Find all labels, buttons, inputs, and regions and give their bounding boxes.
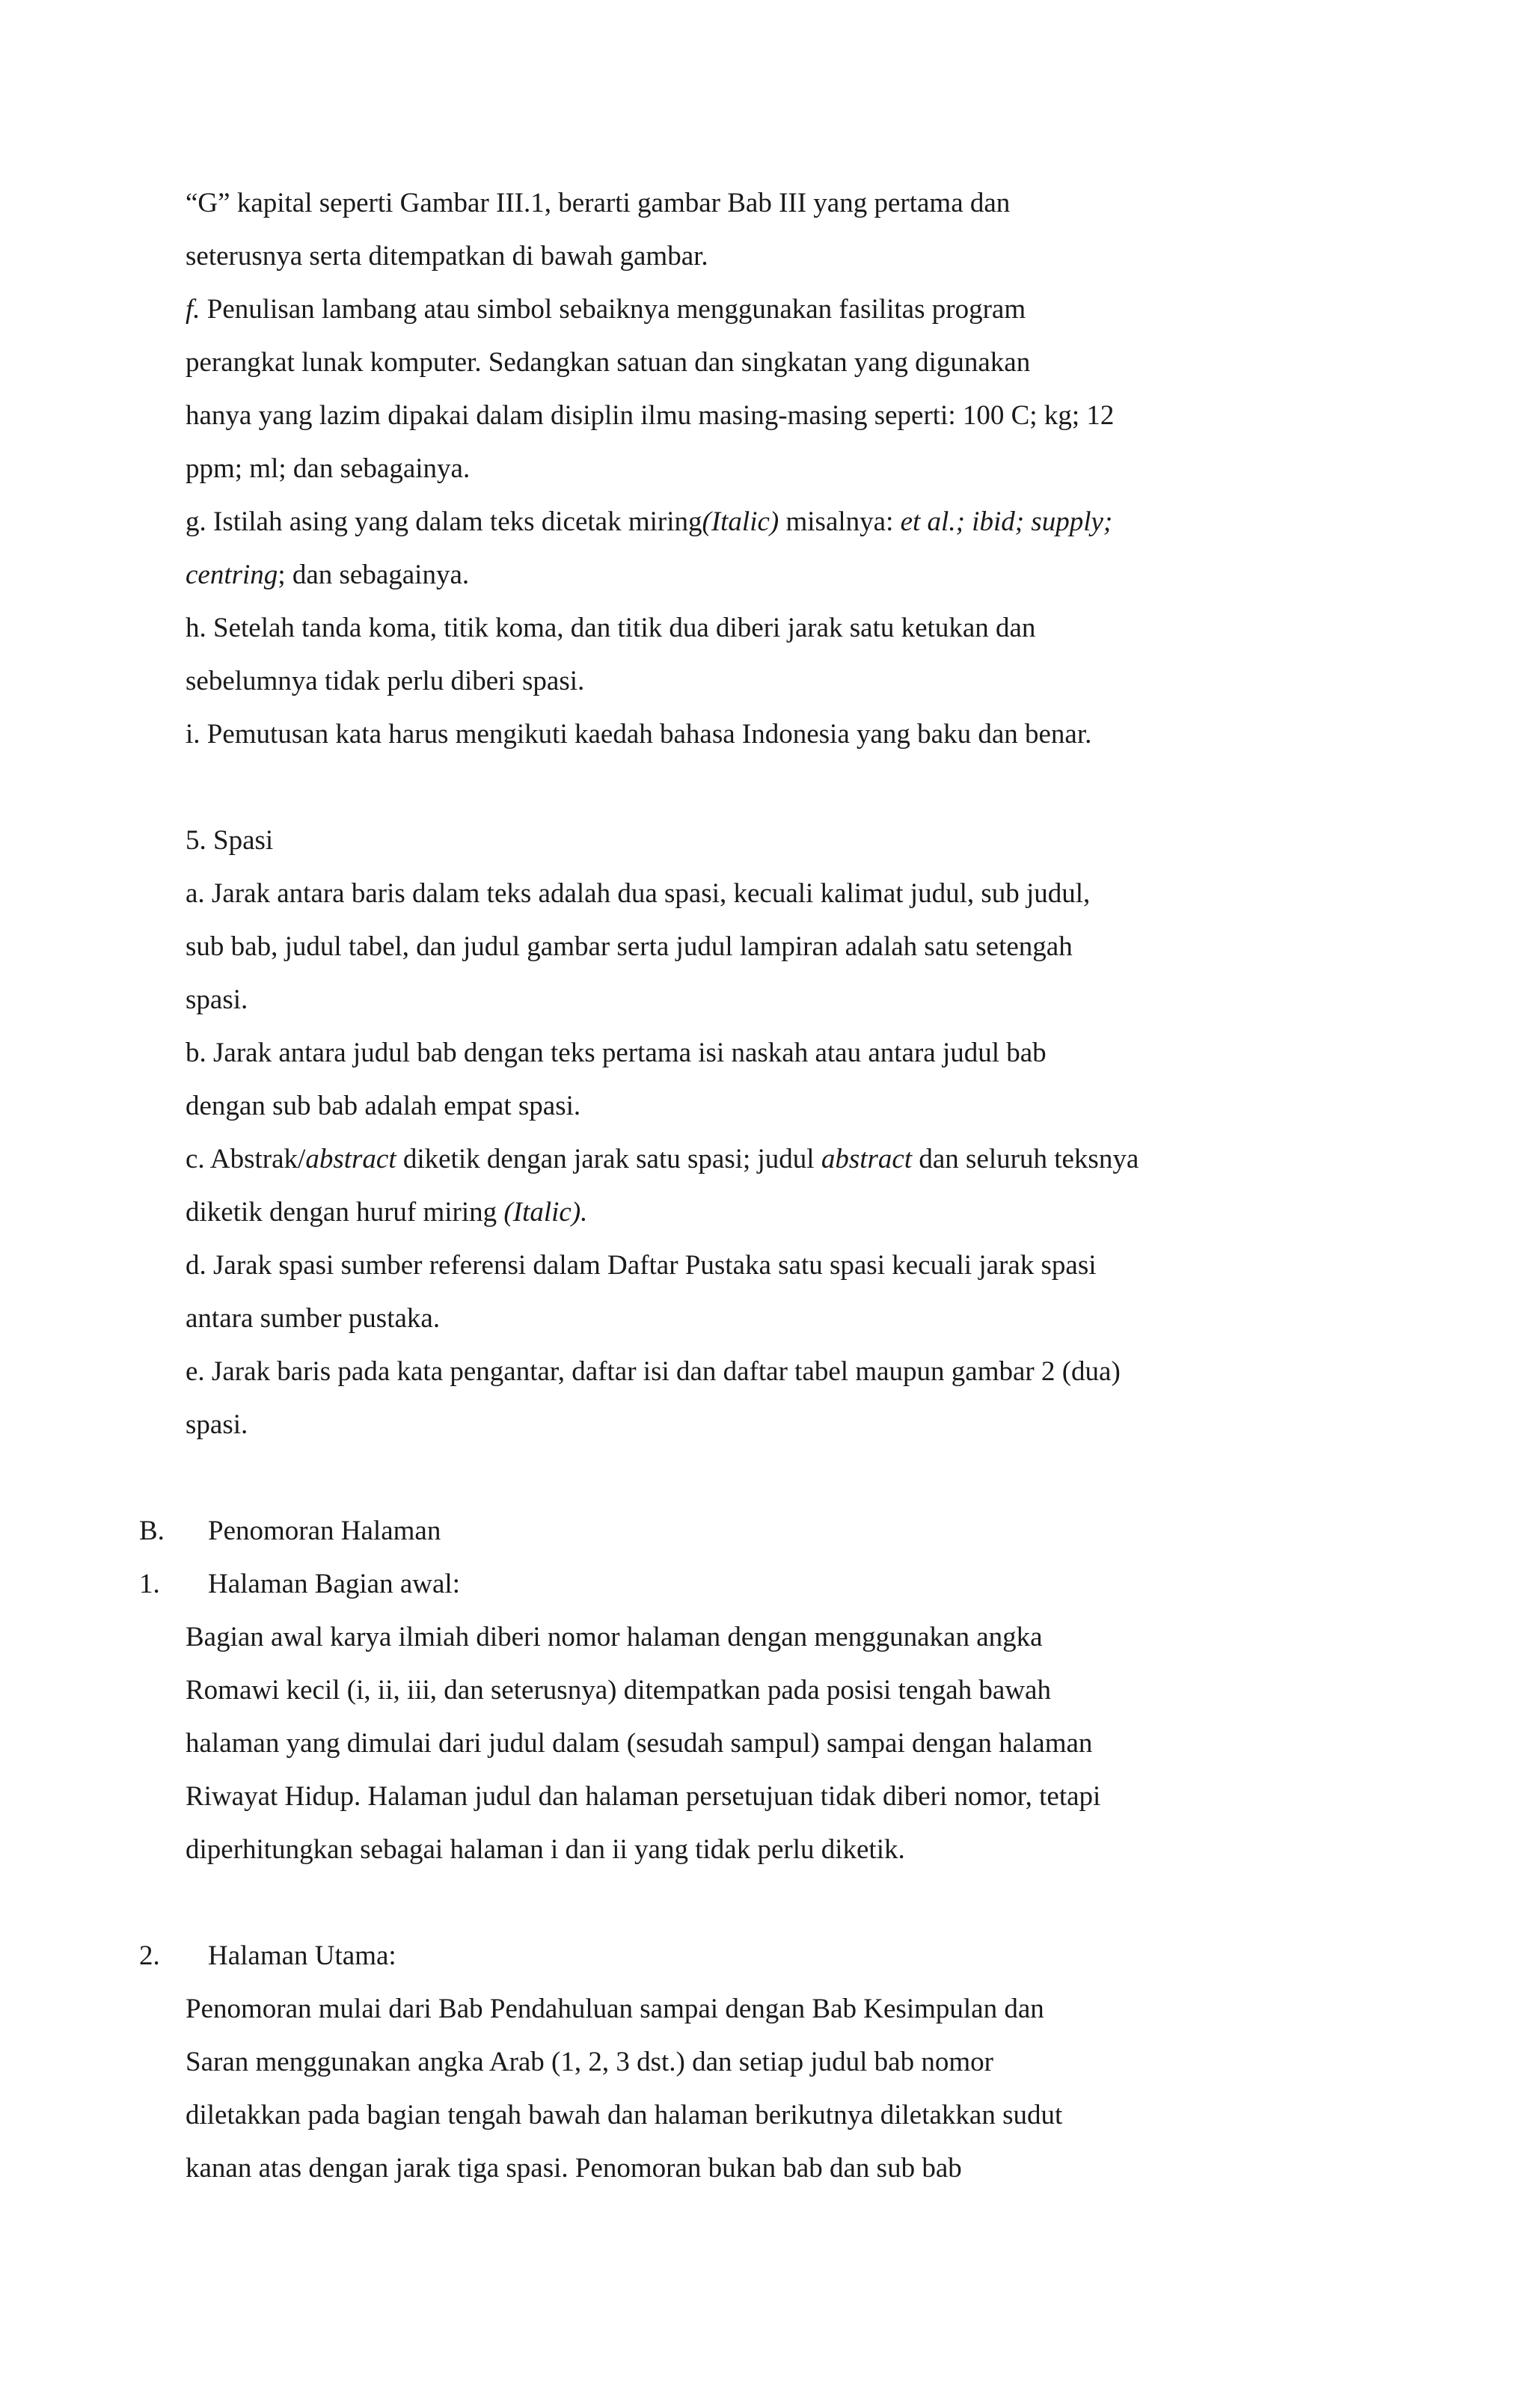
italic-span: centring	[186, 560, 278, 590]
list-item-d: d. Jarak spasi sumber referensi dalam Daftar Pustaka satu spasi kecuali jarak spasi	[186, 1250, 1097, 1281]
section-heading-spasi: 5. Spasi	[186, 825, 274, 856]
text-line: kanan atas dengan jarak tiga spasi. Penomoran bukan bab dan sub bab	[186, 2153, 962, 2184]
text-line: antara sumber pustaka.	[186, 1303, 441, 1334]
text-line: ppm; ml; dan sebagainya.	[186, 453, 471, 484]
text-span: diketik dengan jarak satu spasi; judul	[396, 1144, 821, 1174]
list-item-b: b. Jarak antara judul bab dengan teks pertama isi naskah atau antara judul bab	[186, 1038, 1047, 1068]
list-item-f	[186, 293, 1026, 326]
text-span: ; dan sebagainya.	[278, 560, 470, 590]
text-line: Romawi kecil (i, ii, iii, dan seterusnya) ditempatkan pada posisi tengah bawah	[186, 1675, 1051, 1706]
list-item-h: h. Setelah tanda koma, titik koma, dan titik dua diberi jarak satu ketukan dan	[186, 613, 1036, 643]
italic-span: et al.; ibid; supply;	[900, 506, 1113, 537]
text-line: spasi.	[186, 984, 248, 1015]
list-item-e: e. Jarak baris pada kata pengantar, daftar isi dan daftar tabel maupun gambar 2 (dua)	[186, 1356, 1121, 1387]
text-span: c. Abstrak/	[186, 1144, 306, 1174]
subsection-number-1: 1.	[139, 1569, 160, 1599]
subsection-number-2: 2.	[139, 1940, 160, 1971]
italic-span: (Italic)	[702, 506, 779, 537]
text-line: hanya yang lazim dipakai dalam disiplin ilmu masing-masing seperti: 100 C; kg; 12	[186, 400, 1115, 431]
section-title-penomoran: Penomoran Halaman	[208, 1516, 441, 1546]
list-marker: f.	[186, 294, 200, 325]
text-line: sub bab, judul tabel, dan judul gambar serta judul lampiran adalah satu setengah	[186, 931, 1073, 962]
text-line: Bagian awal karya ilmiah diberi nomor halaman dengan menggunakan angka	[186, 1622, 1043, 1652]
section-number-b: B.	[139, 1516, 165, 1546]
text-line: Penomoran mulai dari Bab Pendahuluan sampai dengan Bab Kesimpulan dan	[186, 1994, 1044, 2024]
text-span: Penulisan lambang atau simbol sebaiknya menggunakan fasilitas program	[206, 294, 1026, 325]
text-line: dengan sub bab adalah empat spasi.	[186, 1091, 581, 1121]
italic-span: abstract	[305, 1144, 396, 1174]
subsection-title-utama: Halaman Utama:	[208, 1940, 396, 1971]
text-line: spasi.	[186, 1409, 248, 1440]
italic-span: (Italic).	[503, 1197, 588, 1228]
text-line: Saran menggunakan angka Arab (1, 2, 3 dst.) dan setiap judul bab nomor	[186, 2047, 993, 2077]
text-span: misalnya:	[779, 506, 901, 537]
text-line: halaman yang dimulai dari judul dalam (sesudah sampul) sampai dengan halaman	[186, 1728, 1093, 1759]
list-item-c	[186, 1143, 1139, 1176]
list-item-g	[186, 506, 1112, 539]
text-line: perangkat lunak komputer. Sedangkan satuan dan singkatan yang digunakan	[186, 347, 1031, 378]
text-line: Riwayat Hidup. Halaman judul dan halaman persetujuan tidak diberi nomor, tetapi	[186, 1781, 1101, 1812]
text-line	[186, 1196, 587, 1229]
text-line: diletakkan pada bagian tengah bawah dan halaman berikutnya diletakkan sudut	[186, 2100, 1063, 2130]
subsection-title-bagian-awal: Halaman Bagian awal:	[208, 1569, 460, 1599]
text-line: seterusnya serta ditempatkan di bawah gambar.	[186, 241, 708, 272]
italic-span: abstract	[821, 1144, 913, 1174]
text-span: g. Istilah asing yang dalam teks dicetak miring	[186, 506, 702, 537]
text-line	[186, 559, 469, 592]
text-span: diketik dengan huruf miring	[186, 1197, 504, 1228]
list-item-a: a. Jarak antara baris dalam teks adalah dua spasi, kecuali kalimat judul, sub judul,	[186, 878, 1091, 909]
text-line: diperhitungkan sebagai halaman i dan ii yang tidak perlu diketik.	[186, 1834, 905, 1865]
text-span: dan seluruh teksnya	[912, 1144, 1139, 1174]
text-line: sebelumnya tidak perlu diberi spasi.	[186, 666, 585, 696]
list-item-i: i. Pemutusan kata harus mengikuti kaedah bahasa Indonesia yang baku dan benar.	[186, 719, 1092, 750]
text-line: “G” kapital seperti Gambar III.1, berarti gambar Bab III yang pertama dan	[186, 188, 1011, 218]
